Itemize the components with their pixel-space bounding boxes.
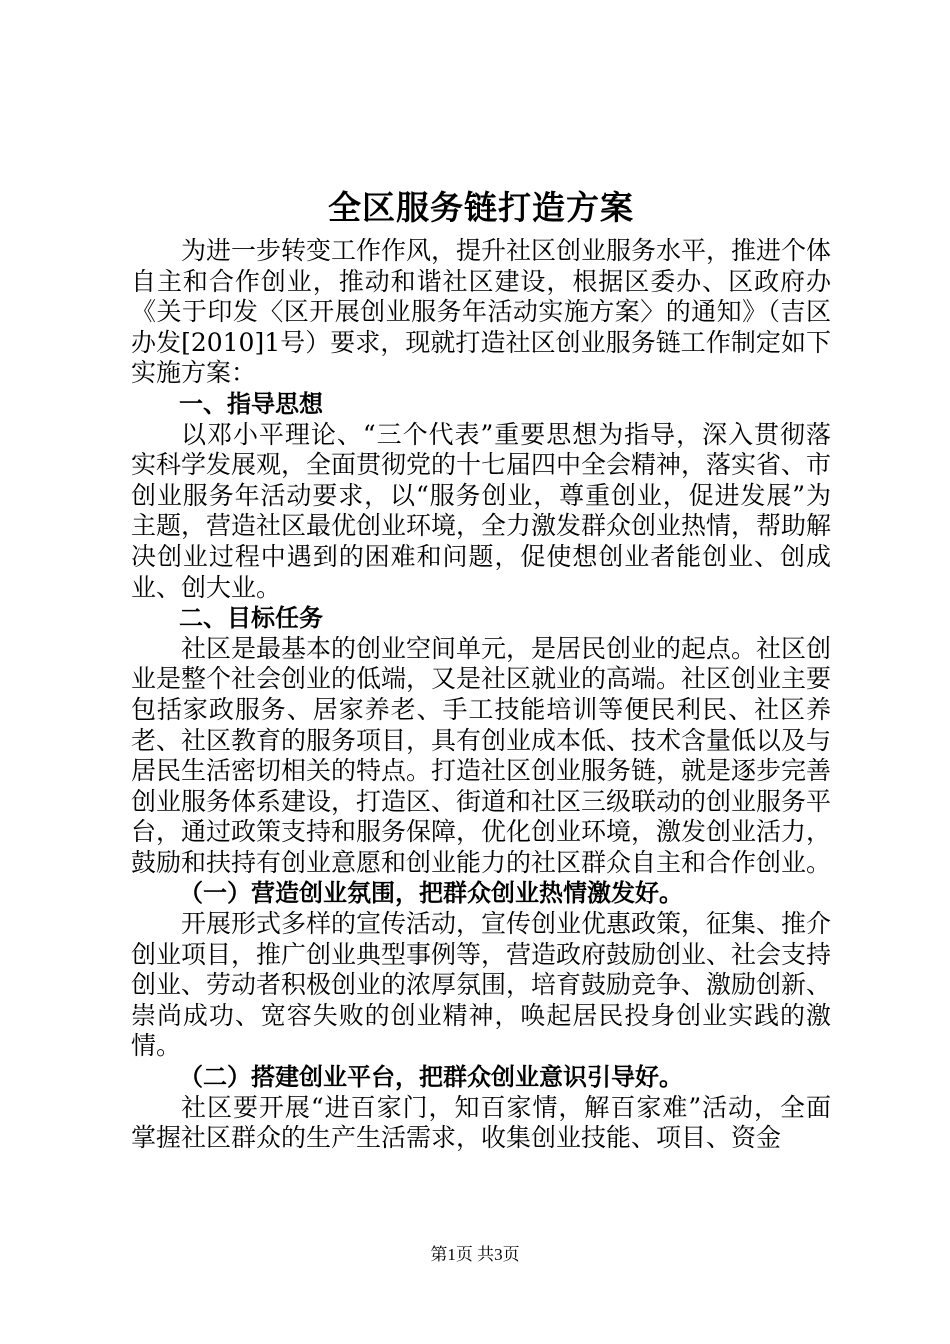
subsection-body-platform: 社区要开展“进百家门，知百家情，解百家难”活动，全面掌握社区群众的生产生活需求，收集创业技能、项目、资金 bbox=[131, 1092, 831, 1153]
section-body-guiding-ideology: 以邓小平理论、“三个代表”重要思想为指导，深入贯彻落实科学发展观，全面贯彻党的十七届四中全会精神，落实省、市创业服务年活动要求，以“服务创业，尊重创业，促进发展”为主题，营造社区最优创业环境，全力激发群众创业热情，帮助解决创业过程中遇到的困难和问题，促使想创业者能创业、创成业、创大业。 bbox=[131, 419, 832, 602]
page-footer: 第1页 共3页 bbox=[430, 1245, 520, 1264]
section-heading-goals-tasks: 二、目标任务 bbox=[179, 604, 323, 633]
section-heading-guiding-ideology: 一、指导思想 bbox=[179, 389, 323, 418]
subsection-heading-platform: （二）搭建创业平台，把群众创业意识引导好。 bbox=[179, 1063, 683, 1092]
intro-paragraph: 为进一步转变工作作风，提升社区创业服务水平，推进个体自主和合作创业，推动和谐社区建设，根据区委办、区政府办《关于印发〈区开展创业服务年活动实施方案〉的通知》（吉区办发[2010]1号）要求，现就打造社区创业服务链工作制定如下实施方案： bbox=[131, 236, 832, 388]
section-body-goals-tasks: 社区是最基本的创业空间单元，是居民创业的起点。社区创业是整个社会创业的低端，又是社区就业的高端。社区创业主要包括家政服务、居家养老、手工技能培训等便民利民、社区养老、社区教育的服务项目，具有创业成本低、技术含量低以及与居民生活密切相关的特点。打造社区创业服务链，就是逐步完善创业服务体系建设，打造区、街道和社区三级联动的创业服务平台，通过政策支持和服务保障，优化创业环境，激发创业活力，鼓励和扶持有创业意愿和创业能力的社区群众自主和合作创业。 bbox=[131, 633, 832, 877]
subsection-body-atmosphere: 开展形式多样的宣传活动，宣传创业优惠政策，征集、推介创业项目，推广创业典型事例等，营造政府鼓励创业、社会支持创业、劳动者积极创业的浓厚氛围，培育鼓励竞争、激励创新、崇尚成功、宽容失败的创业精神，唤起居民投身创业实践的激情。 bbox=[131, 909, 832, 1061]
document-title: 全区服务链打造方案 bbox=[328, 188, 634, 227]
subsection-heading-atmosphere: （一）营造创业氛围，把群众创业热情激发好。 bbox=[179, 879, 683, 908]
document-page bbox=[131, 180, 831, 1154]
